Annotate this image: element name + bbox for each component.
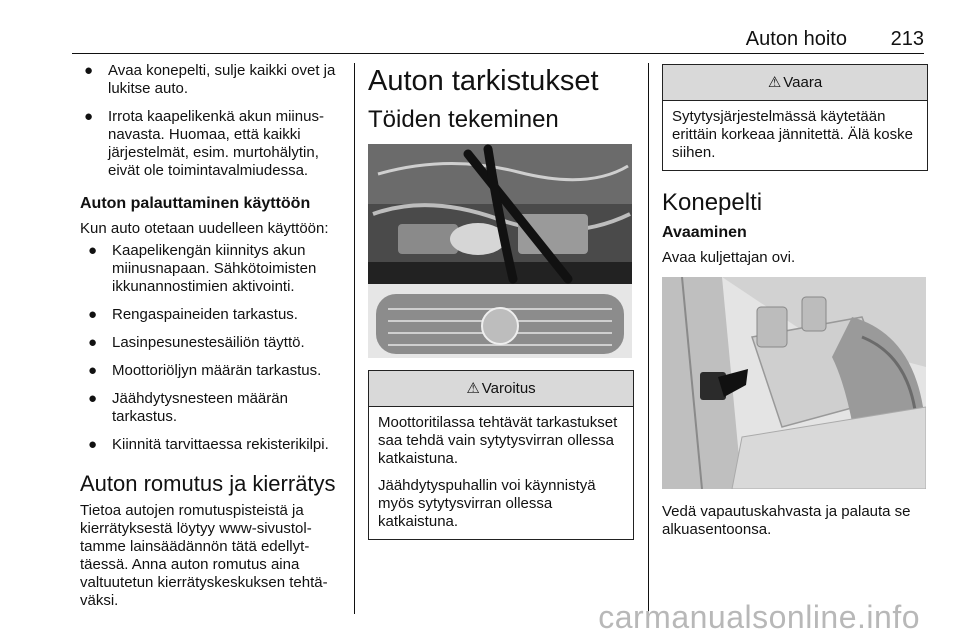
- list-item: ● Irrota kaapelikenkä akun miinusnavasta. Huomaa, että kaikki järjestelmät, esim. murtohälytin, eivät ole toimintavalmiudessa.: [84, 108, 324, 179]
- hood-heading: Konepelti: [662, 189, 763, 216]
- running-header-title: Auton hoito: [745, 28, 847, 50]
- column-2: [368, 62, 634, 540]
- bullet-icon: ●: [88, 334, 98, 351]
- page-number: 213: [890, 28, 924, 50]
- bullet-icon: ●: [88, 306, 98, 323]
- list-item: ● Kiinnitä tarvittaessa rekisterikilpi.: [88, 436, 329, 453]
- danger-icon: ⚠: [767, 74, 782, 91]
- bullet-icon: ●: [84, 108, 94, 125]
- restore-list: [80, 242, 342, 454]
- list-item: ● Moottoriöljyn määrän tarkastus.: [88, 362, 322, 379]
- danger-text: Sytytysjärjestelmässä käytetään erittäin korkeaa jännitettä. Älä koske siihen.: [672, 108, 913, 161]
- engine-bay-illustration: [368, 144, 632, 358]
- open-heading: Avaaminen: [662, 224, 747, 241]
- open-text: Avaa kuljettajan ovi.: [662, 249, 796, 266]
- header-rule: [72, 53, 924, 54]
- watermark: carmanualsonline.info: [598, 599, 920, 635]
- hood-release-drawing: [662, 277, 926, 489]
- restore-intro: Kun auto otetaan uudelleen käyttöön:: [80, 220, 329, 237]
- recycle-heading: Auton romutus ja kierrätys: [80, 471, 336, 496]
- page-title: Auton tarkistukset: [368, 65, 599, 97]
- column-3: [662, 62, 928, 549]
- danger-notice-head: ⚠ Vaara: [663, 65, 927, 101]
- bullet-icon: ●: [88, 242, 98, 259]
- column-divider-2: [648, 63, 649, 614]
- notice-paragraph: Moottoritilassa tehtävät tarkastukset saa tehdä vain sytytysvirran ollessa katkaistuna.: [378, 414, 618, 467]
- danger-notice-body: [663, 101, 927, 170]
- notice-paragraph: Jäähdytyspuhallin voi käynnistyä myös sytytysvirran ollessa katkaistuna.: [378, 477, 596, 530]
- list-item: ● Jäähdytysnesteen määrän tarkastus.: [88, 390, 288, 425]
- recycle-text: Tietoa autojen romutuspisteistä ja kierrätyksestä löytyy www-sivustoltamme lainsäädännön tätä edellyttäessä. Anna auton romutus aina valtuutetun kierrätyskeskuksen tehtäväksi.: [80, 502, 328, 609]
- warning-icon: ⚠: [466, 380, 480, 397]
- warning-notice: [368, 370, 634, 540]
- warning-notice-head: ⚠ Varoitus: [369, 371, 633, 407]
- section-heading: Töiden tekeminen: [368, 106, 559, 133]
- bullet-icon: ●: [88, 362, 98, 379]
- column-divider-1: [354, 63, 355, 614]
- restore-heading: Auton palauttaminen käyttöön: [80, 195, 311, 212]
- engine-bay-drawing: [368, 144, 632, 358]
- bullet-icon: ●: [84, 62, 94, 79]
- bullet-icon: ●: [88, 390, 98, 407]
- bullet-icon: ●: [88, 436, 98, 453]
- warning-notice-body: [369, 407, 633, 539]
- danger-notice: [662, 64, 928, 171]
- list-item: ● Kaapelikengän kiinnitys akun miinusnapaan. Sähkötoimisten ikkunannostimien aktivointi.: [88, 242, 317, 295]
- list-item: ● Lasinpesunestesäiliön täyttö.: [88, 334, 305, 351]
- hood-release-illustration: [662, 277, 926, 489]
- list-item: ● Rengaspaineiden tarkastus.: [88, 306, 298, 323]
- column-1: [80, 62, 342, 620]
- list-item: ● Avaa konepelti, sulje kaikki ovet ja lukitse auto.: [84, 62, 336, 97]
- release-text: Vedä vapautuskahvasta ja palauta se alkuasentoonsa.: [662, 503, 911, 538]
